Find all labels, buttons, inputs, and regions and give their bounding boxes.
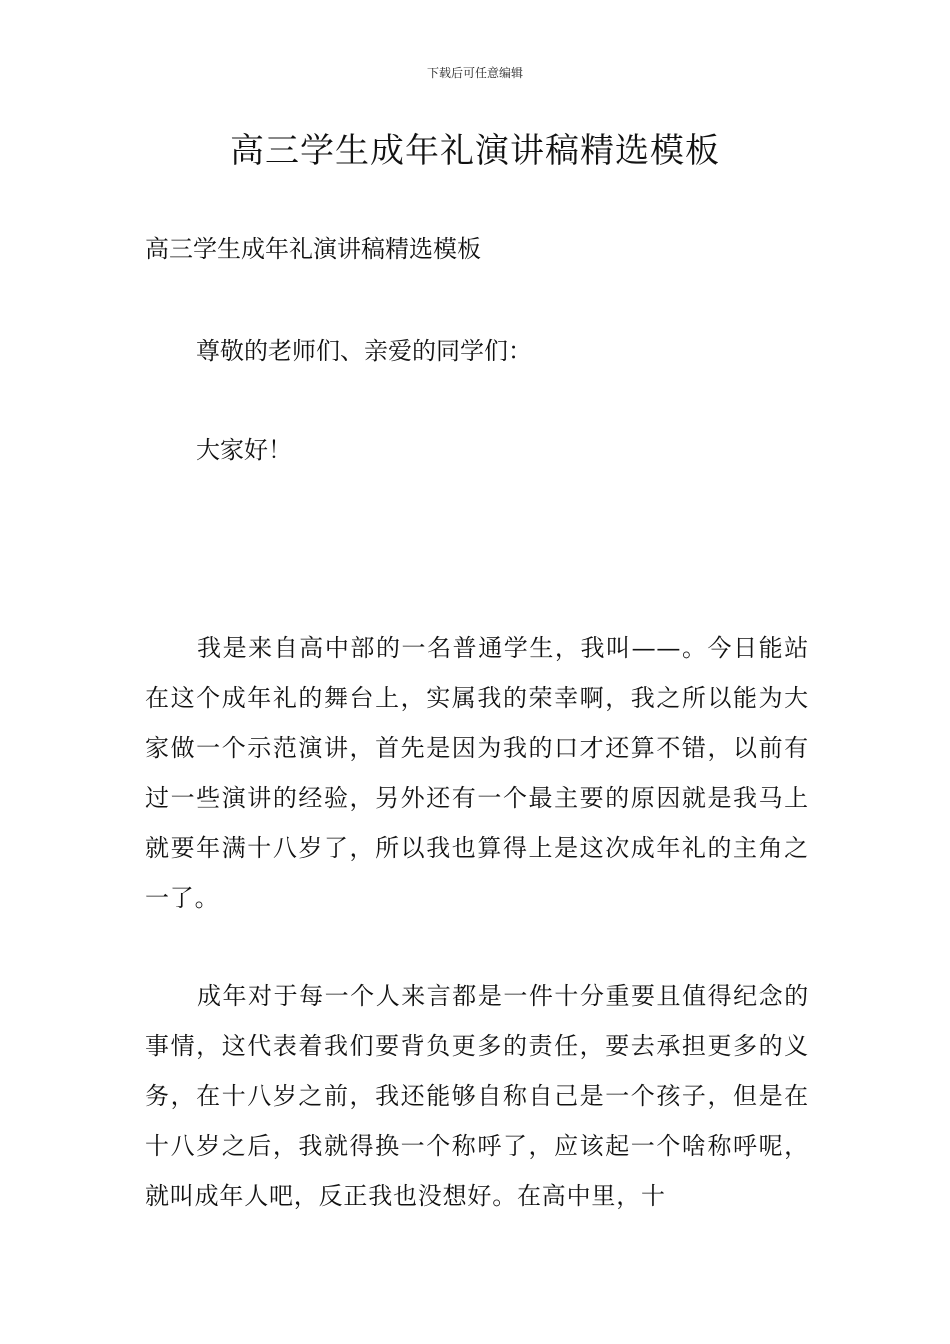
document-title: 高三学生成年礼演讲稿精选模板: [230, 131, 720, 171]
body-paragraph-1: 我是来自高中部的一名普通学生，我叫——。今日能站在这个成年礼的舞台上，实属我的荣幸啊，我之所以能为大家做一个示范演讲，首先是因为我的口才还算不错，以前有过一些演讲的经验，另外还有一个最主要的原因就是我马上就要年满十八岁了，所以我也算得上是这次成年礼的主角之一了。: [145, 634, 809, 912]
salutation: 尊敬的老师们、亲爱的同学们：: [196, 337, 532, 365]
body-paragraph-2: 成年对于每一个人来言都是一件十分重要且值得纪念的事情，这代表着我们要背负更多的责任，要去承担更多的义务，在十八岁之前，我还能够自称自己是一个孩子，但是在十八岁之后，我就得换一个称呼了，应该起一个啥称呼呢，就叫成年人吧，反正我也没想好。在高中里，十: [145, 982, 809, 1210]
greeting: 大家好！: [196, 436, 292, 464]
header-note: 下载后可任意编辑: [426, 66, 523, 80]
document-subtitle: 高三学生成年礼演讲稿精选模板: [145, 235, 481, 263]
